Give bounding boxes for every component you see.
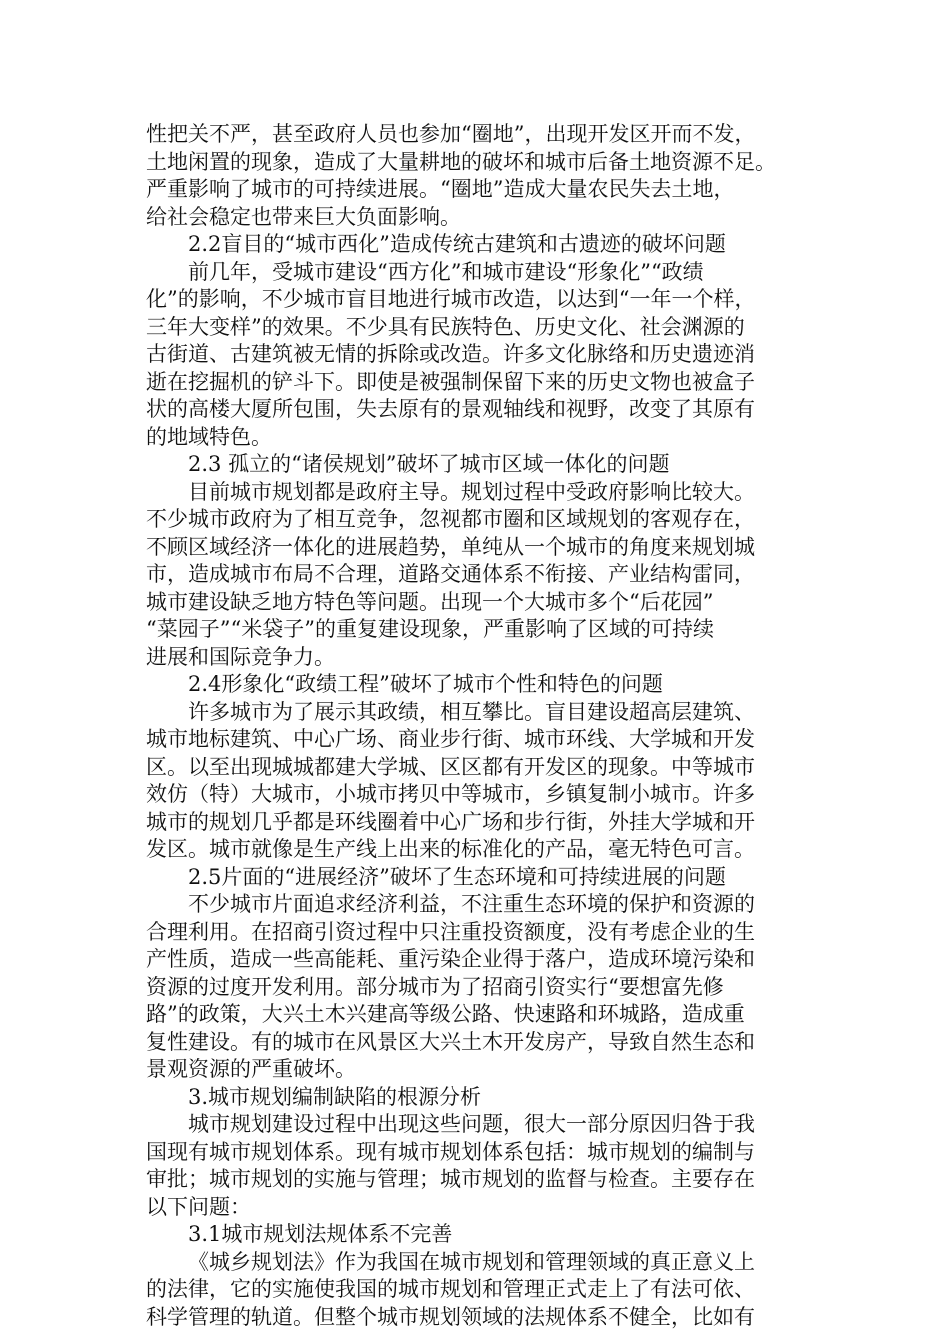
text-line: 的地域特色。 bbox=[146, 424, 272, 449]
text-line: 3.1城市规划法规体系不完善 bbox=[188, 1222, 453, 1246]
text-line: 化”的影响，不少城市盲目地进行城市改造，以达到“一年一个样， bbox=[146, 287, 756, 311]
text-line: 审批；城市规划的实施与管理；城市规划的监督与检查。主要存在 bbox=[146, 1167, 755, 1191]
text-line: 科学管理的轨道。但整个城市规划领域的法规体系不健全，比如有 bbox=[146, 1304, 755, 1329]
document-body bbox=[146, 121, 806, 1331]
text-line: 发区。城市就像是生产线上出来的标准化的产品，毫无特色可言。 bbox=[146, 837, 755, 861]
text-line: 区。以至出现城城都建大学城、区区都有开发区的现象。中等城市 bbox=[146, 754, 755, 779]
text-line: 目前城市规划都是政府主导。规划过程中受政府影响比较大。 bbox=[188, 479, 755, 504]
text-line: 给社会稳定也带来巨大负面影响。 bbox=[146, 204, 461, 229]
text-line: 不顾区域经济一体化的进展趋势，单纯从一个城市的角度来规划城 bbox=[146, 534, 755, 559]
text-line: 复性建设。有的城市在风景区大兴土木开发房产，导致自然生态和 bbox=[146, 1029, 755, 1054]
text-line: 城市建设缺乏地方特色等问题。出现一个大城市多个“后花园” bbox=[146, 589, 714, 614]
text-line: 古街道、古建筑被无情的拆除或改造。许多文化脉络和历史遗迹消 bbox=[146, 342, 755, 366]
text-line: 产性质，造成一些高能耗、重污染企业得于落户，造成环境污染和 bbox=[146, 947, 755, 971]
text-line: 进展和国际竞争力。 bbox=[146, 644, 335, 669]
text-line: 许多城市为了展示其政绩，相互攀比。盲目建设超高层建筑、 bbox=[188, 699, 755, 724]
text-line: 2.4形象化“政绩工程”破坏了城市个性和特色的问题 bbox=[188, 672, 663, 696]
text-line: 城市的规划几乎都是环线圈着中心广场和步行街，外挂大学城和开 bbox=[146, 809, 755, 834]
text-line: 性把关不严，甚至政府人员也参加“圈地”，出现开发区开而不发， bbox=[146, 122, 756, 146]
text-line: 土地闲置的现象，造成了大量耕地的破坏和城市后备土地资源不足。 bbox=[146, 149, 776, 174]
text-line: 资源的过度开发利用。部分城市为了招商引资实行“要想富先修 bbox=[146, 974, 724, 999]
text-line: 3.城市规划编制缺陷的根源分析 bbox=[188, 1084, 482, 1109]
text-line: 2.5片面的“进展经济”破坏了生态环境和可持续进展的问题 bbox=[188, 864, 726, 889]
text-line: 的法律，它的实施使我国的城市规划和管理正式走上了有法可依、 bbox=[146, 1277, 755, 1301]
text-line: 状的高楼大厦所包围，失去原有的景观轴线和视野，改变了其原有 bbox=[146, 397, 755, 421]
text-line: 国现有城市规划体系。现有城市规划体系包括：城市规划的编制与 bbox=[146, 1139, 755, 1164]
text-line: 《城乡规划法》作为我国在城市规划和管理领域的真正意义上 bbox=[188, 1249, 755, 1274]
text-line: 路”的政策，大兴土木兴建高等级公路、快速路和环城路，造成重 bbox=[146, 1002, 745, 1026]
text-line: 效仿（特）大城市，小城市拷贝中等城市，乡镇复制小城市。许多 bbox=[146, 782, 755, 806]
text-line: “菜园子”“米袋子”的重复建设现象，严重影响了区域的可持续 bbox=[146, 617, 714, 641]
text-line: 前几年，受城市建设“西方化”和城市建设“形象化”“政绩 bbox=[188, 259, 704, 284]
text-line: 城市规划建设过程中出现这些问题，很大一部分原因归咎于我 bbox=[188, 1112, 755, 1136]
text-line: 市，造成城市布局不合理，道路交通体系不衔接、产业结构雷同， bbox=[146, 562, 755, 586]
text-line: 景观资源的严重破坏。 bbox=[146, 1057, 356, 1081]
text-line: 逝在挖掘机的铲斗下。即使是被强制保留下来的历史文物也被盒子 bbox=[146, 369, 755, 394]
text-line: 2.3 孤立的“诸侯规划”破坏了城市区域一体化的问题 bbox=[188, 452, 670, 476]
text-line: 2.2盲目的“城市西化”造成传统古建筑和古遗迹的破坏问题 bbox=[188, 232, 726, 256]
text-line: 以下问题： bbox=[146, 1194, 251, 1219]
text-line: 合理利用。在招商引资过程中只注重投资额度，没有考虑企业的生 bbox=[146, 919, 755, 944]
text-line: 不少城市政府为了相互竞争，忽视都市圈和区域规划的客观存在， bbox=[146, 507, 755, 531]
text-line: 严重影响了城市的可持续进展。“圈地”造成大量农民失去土地， bbox=[146, 177, 735, 201]
text-line: 城市地标建筑、中心广场、商业步行街、城市环线、大学城和开发 bbox=[146, 727, 755, 751]
text-line: 三年大变样”的效果。不少具有民族特色、历史文化、社会渊源的 bbox=[146, 314, 745, 339]
text-line: 不少城市片面追求经济利益，不注重生态环境的保护和资源的 bbox=[188, 892, 755, 916]
